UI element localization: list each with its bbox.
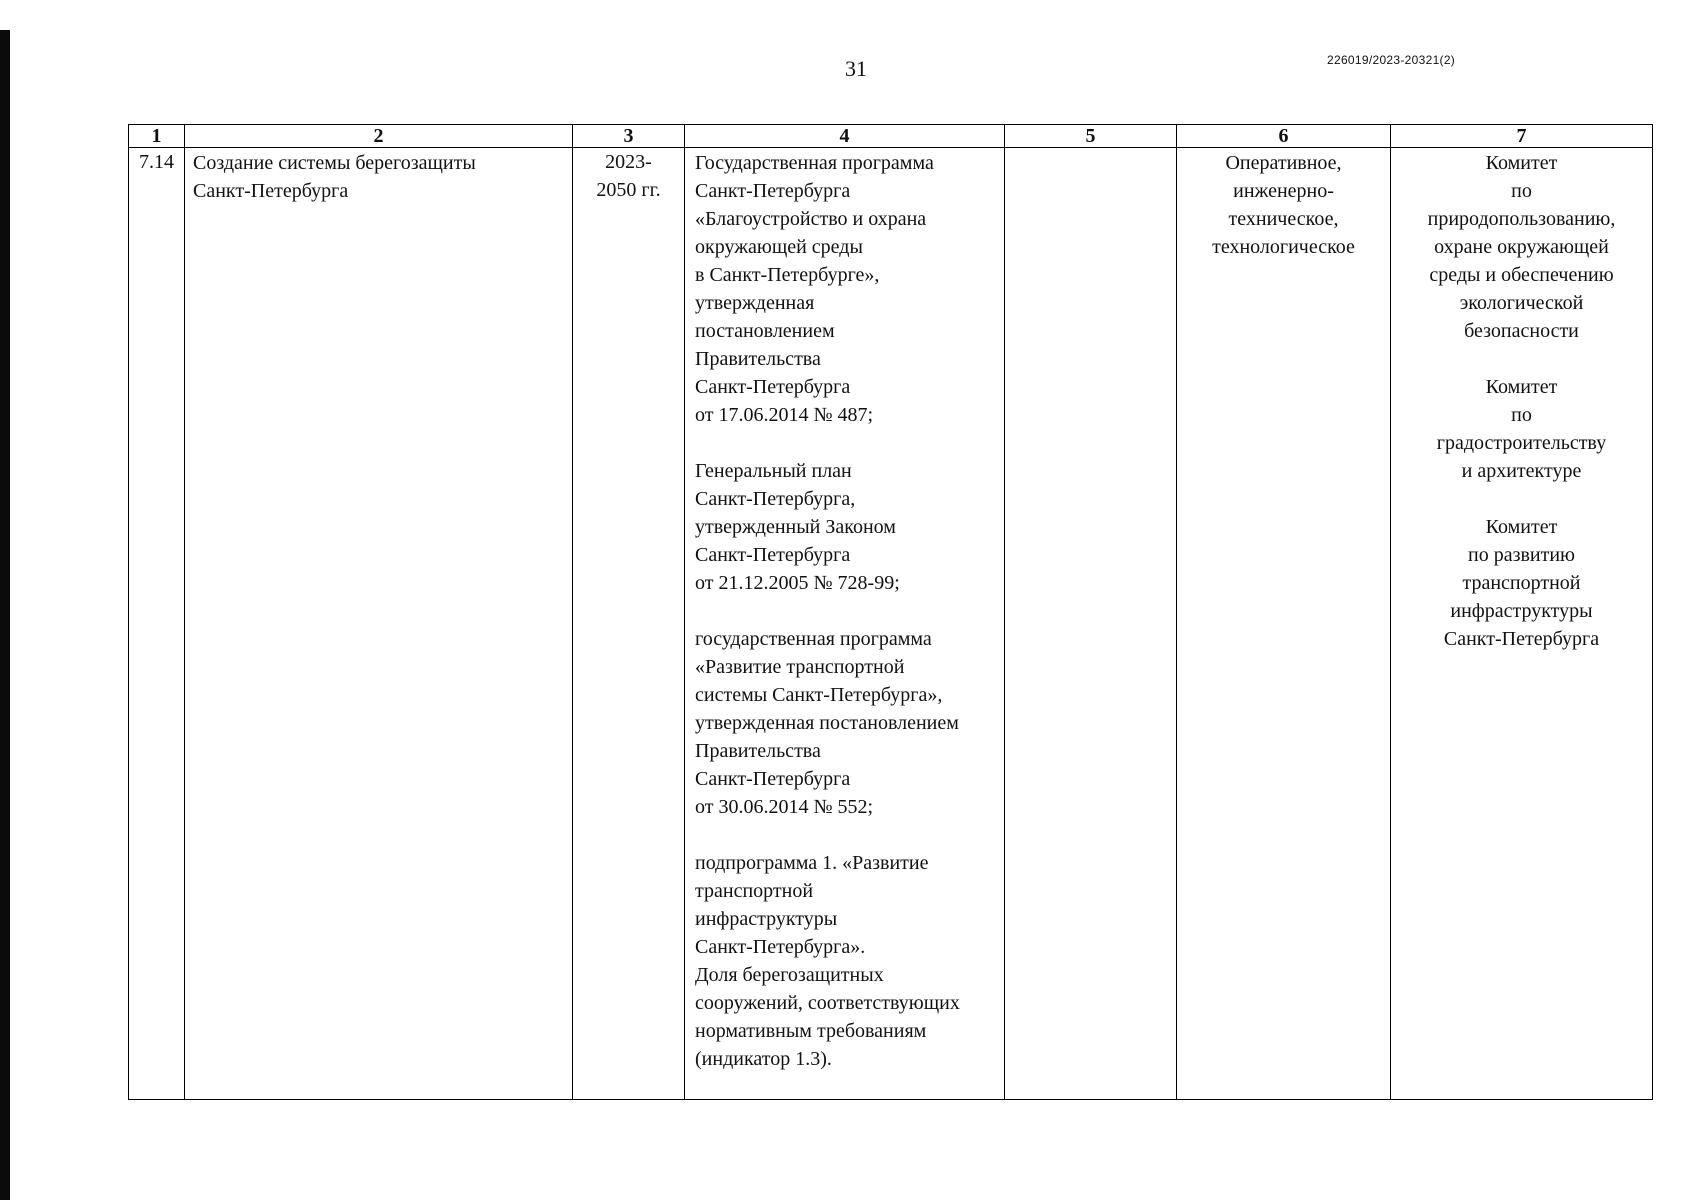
header-cell-4: 4 bbox=[685, 125, 1005, 148]
header-cell-5: 5 bbox=[1005, 125, 1177, 148]
header-cell-7: 7 bbox=[1391, 125, 1653, 148]
executor-paragraph: Комитет по развитию транспортной инфраструктуры Санкт-Петербурга bbox=[1443, 516, 1600, 650]
table-row bbox=[129, 148, 1653, 1100]
column-5-cell bbox=[1005, 148, 1177, 1100]
period-cell bbox=[573, 148, 685, 1100]
executor-paragraph: Комитет по градостроительству и архитектуре bbox=[1436, 376, 1607, 482]
executor-paragraph: Комитет по природопользованию, охране окружающей среды и обеспечению экологической безопасности bbox=[1427, 152, 1616, 342]
row-number: 7.14 bbox=[129, 148, 185, 1100]
executors-cell bbox=[1391, 148, 1653, 1100]
measure-name-cell bbox=[185, 148, 573, 1100]
scan-edge bbox=[0, 30, 10, 1200]
document-paragraph: подпрограмма 1. «Развитие транспортной инфраструктуры Санкт-Петербурга». Доля берегозащитных сооружений, соответствующих нормативным требованиям (индикатор 1.3). bbox=[695, 852, 960, 1070]
document-id: 226019/2023-20321(2) bbox=[1327, 53, 1456, 67]
document-paragraph: государственная программа «Развитие транспортной системы Санкт-Петербурга», утвержденная постановлением Правительства Санкт-Петербурга от 30.06.2014 № 552; bbox=[695, 628, 959, 818]
measure-name: Создание системы берегозащиты Санкт-Петербурга bbox=[193, 152, 476, 202]
header-cell-3: 3 bbox=[573, 125, 685, 148]
measure-type: Оперативное, инженерно- техническое, технологическое bbox=[1212, 152, 1355, 258]
header-cell-2: 2 bbox=[185, 125, 573, 148]
period: 2023- 2050 гг. bbox=[596, 151, 661, 201]
document-paragraph: Генеральный план Санкт-Петербурга, утвержденный Законом Санкт-Петербурга от 21.12.2005 № 728-99; bbox=[695, 460, 900, 594]
measures-table bbox=[128, 124, 1653, 1100]
measure-type-cell bbox=[1177, 148, 1391, 1100]
header-row bbox=[129, 125, 1653, 148]
documents-cell bbox=[685, 148, 1005, 1100]
page-number: 31 bbox=[845, 56, 867, 81]
header-cell-1: 1 bbox=[129, 125, 185, 148]
header-cell-6: 6 bbox=[1177, 125, 1391, 148]
document-paragraph: Государственная программа Санкт-Петербурга «Благоустройство и охрана окружающей среды в Санкт-Петербурге», утвержденная постановлением Правительства Санкт-Петербурга от 17.06.2014 № 487; bbox=[695, 152, 934, 426]
